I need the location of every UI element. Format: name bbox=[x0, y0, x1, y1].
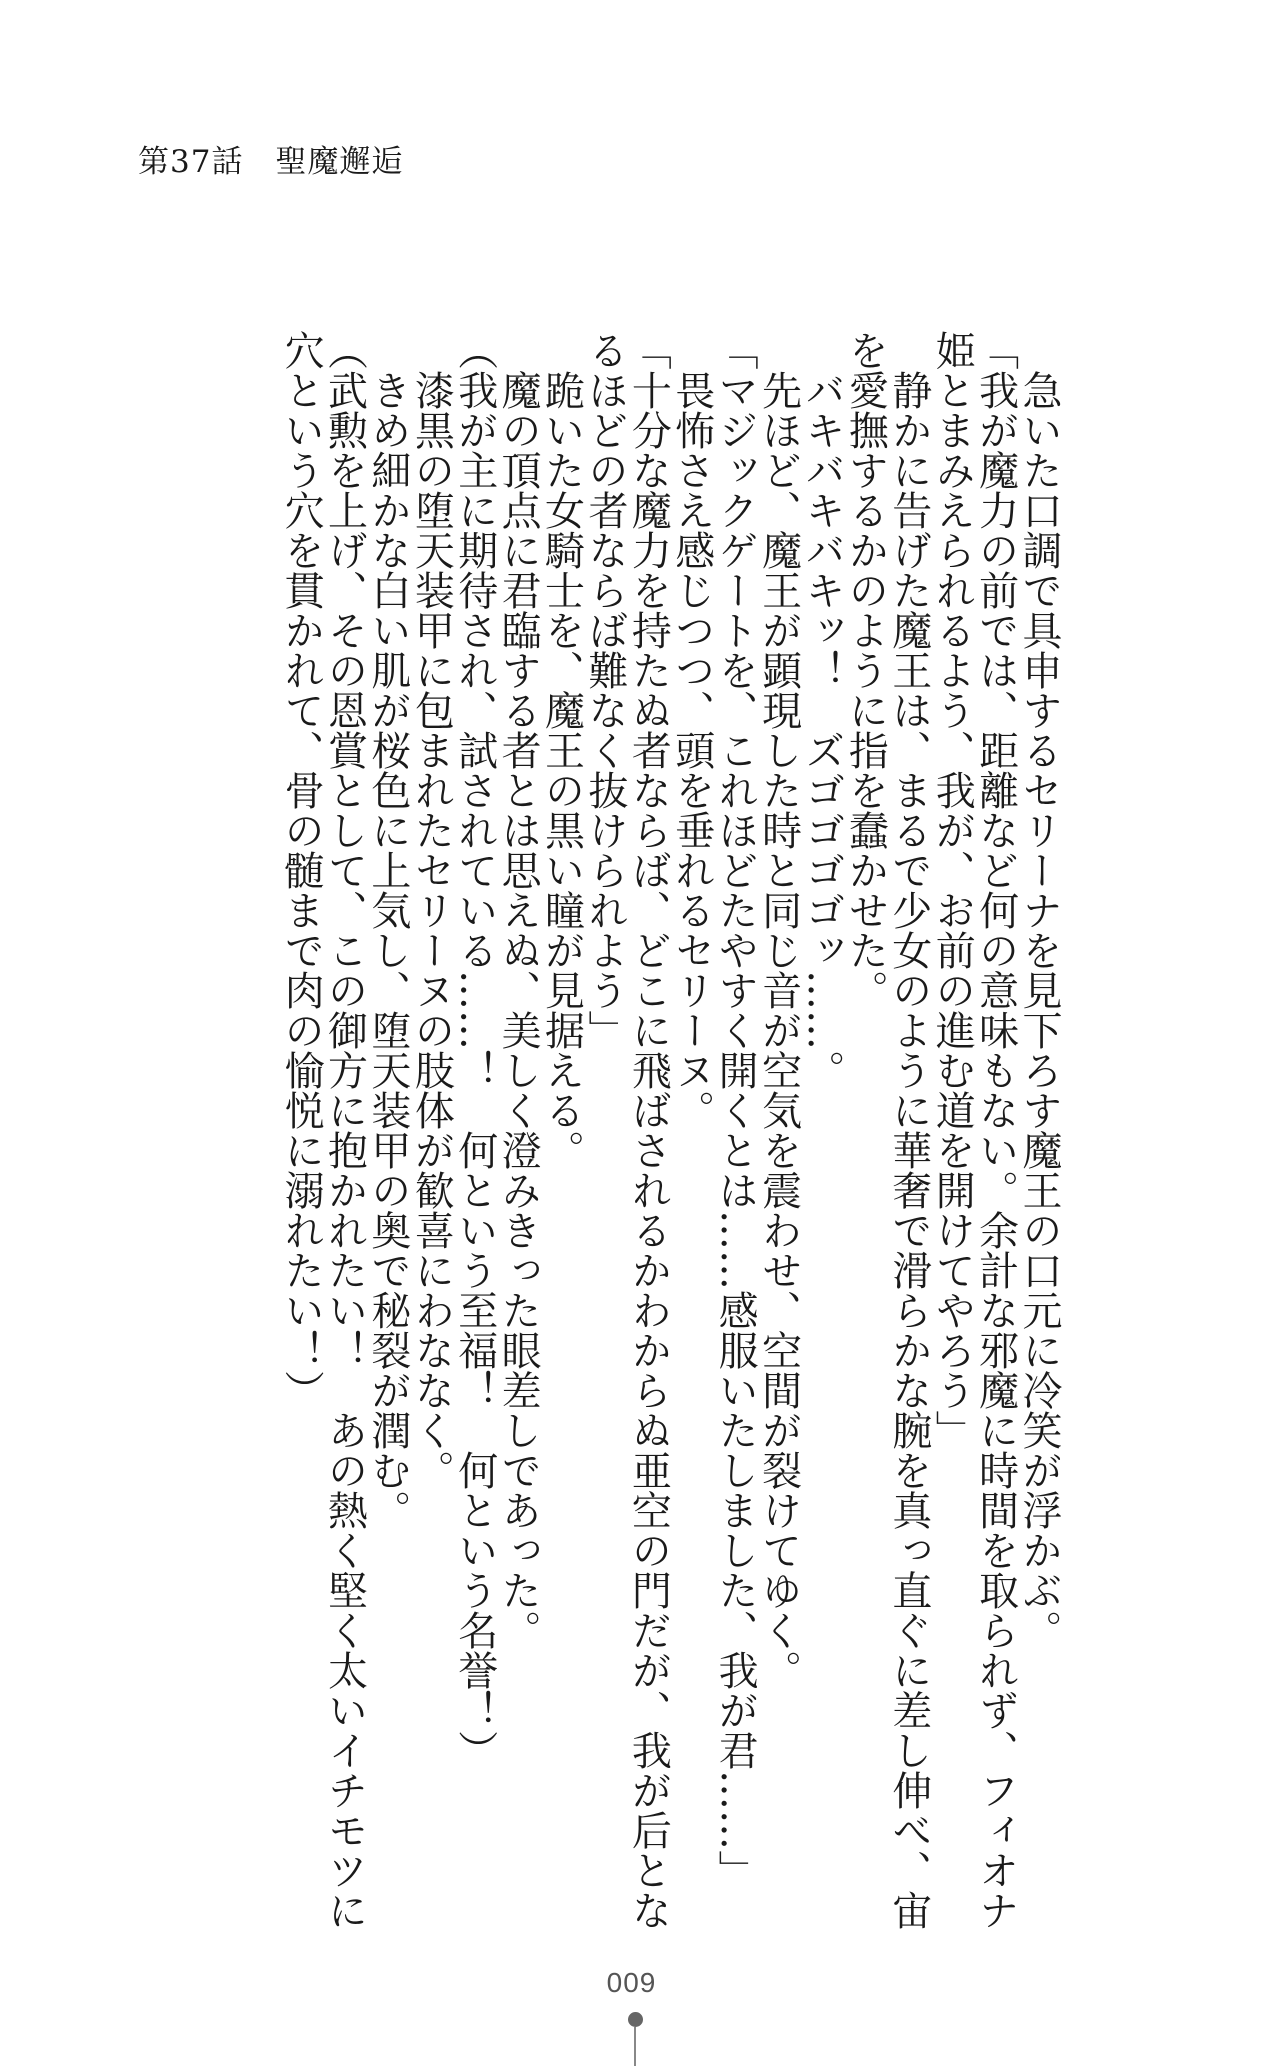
text-line: 魔の頂点に君臨する者とは思えぬ、美しく澄みきった眼差しであった。 bbox=[495, 330, 542, 1650]
text-line: 静かに告げた魔王は、まるで少女のように華奢で滑らかな腕を真っ直ぐに差し伸べ、宙 bbox=[885, 330, 932, 1930]
text-line: 畏怖さえ感じつつ、頭を垂れるセリーヌ。 bbox=[668, 330, 715, 1130]
text-line: 急いた口調で具申するセリーナを見下ろす魔王の口元に冷笑が浮かぶ。 bbox=[1016, 330, 1062, 1650]
text-line: を愛撫するかのように指を蠢かせた。 bbox=[842, 330, 889, 1010]
page-marker-dot bbox=[628, 2012, 643, 2027]
text-line: 跪いた女騎士を、魔王の黒い瞳が見据える。 bbox=[538, 330, 585, 1170]
text-line: 漆黒の堕天装甲に包まれたセリーヌの肢体が歓喜にわななく。 bbox=[408, 330, 455, 1490]
body-text bbox=[138, 330, 1062, 1930]
text-line: 先ほど、魔王が顕現した時と同じ音が空気を震わせ、空間が裂けてゆく。 bbox=[755, 330, 802, 1690]
text-line: 「我が魔力の前では、距離など何の意味もない。余計な邪魔に時間を取られず、フィオナ bbox=[972, 330, 1019, 1930]
text-line: 穴という穴を貫かれて、骨の髄まで肉の愉悦に溺れたい！） bbox=[278, 330, 325, 1410]
text-line: 「マジックゲートを、これほどたやすく開くとは……感服いたしました、我が君……」 bbox=[712, 330, 759, 1890]
text-line: （我が主に期待され、試されている……！ 何という至福！ 何という名誉！） bbox=[451, 330, 498, 1770]
text-line: きめ細かな白い肌が桜色に上気し、堕天装甲の奥で秘裂が潤む。 bbox=[364, 330, 411, 1530]
chapter-title: 第37話 聖魔邂逅 bbox=[138, 144, 404, 180]
text-line: るほどの者ならば難なく抜けられよう」 bbox=[581, 330, 628, 1050]
text-line: バキバキバキッ！ ズゴゴゴゴッ……。 bbox=[798, 330, 845, 1090]
page-marker-line bbox=[634, 2027, 636, 2066]
text-line: 「十分な魔力を持たぬ者ならば、どこに飛ばされるかわからぬ亜空の門だが、我が后とな bbox=[625, 330, 672, 1930]
text-line: 姫とまみえられるよう、我が、お前の進む道を開けてやろう」 bbox=[929, 330, 976, 1450]
page-number: 009 bbox=[606, 1967, 657, 1998]
text-line: （武勲を上げ、その恩賞として、この御方に抱かれたい！ あの熱く堅く太いイチモツに bbox=[321, 330, 368, 1930]
